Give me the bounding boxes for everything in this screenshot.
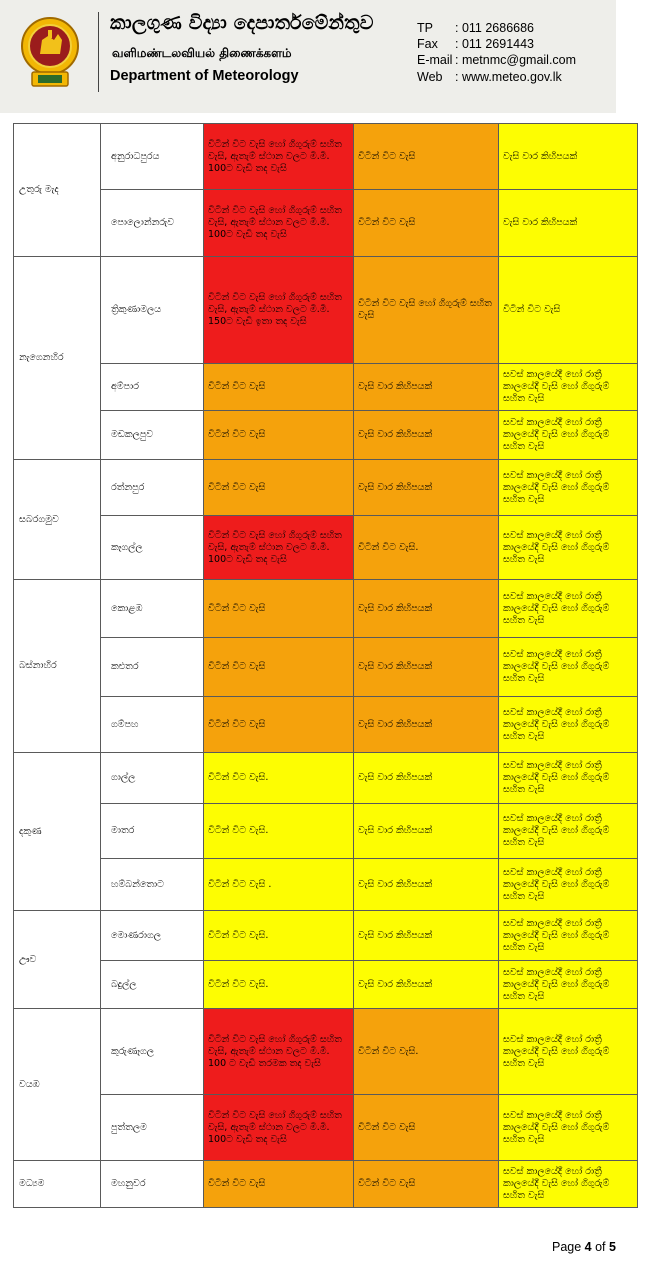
forecast-cell-day2: විටින් විට වැසි (354, 190, 499, 257)
department-title-english: Department of Meteorology (110, 68, 299, 84)
table-row (14, 516, 638, 580)
forecast-cell-day3: සවස් කාලයේදී හෝ රාත්‍රී කාලයේදී වැසි හෝ ගිගුරුම් සහිත වැසි (499, 460, 638, 516)
district-cell: අනුරාධපුරය (101, 124, 204, 190)
forecast-cell-day1: විටින් විට වැසි (204, 411, 354, 460)
forecast-cell-day1: විටින් විට වැසි හෝ ගිගුරුම් සහිත වැසි, ඇතැම් ස්ථාන වලට මි.මී. 150ට වැඩි ඉතා තද වැසි (204, 257, 354, 364)
province-cell: නැගෙනහිර (14, 257, 101, 460)
contact-fax (417, 36, 576, 52)
forecast-cell-day2: වැසි වාර කිහිපයක් (354, 961, 499, 1009)
forecast-cell-day2: විටින් විට වැසි (354, 1161, 499, 1208)
district-cell: ත්‍රිකුණාමලය (101, 257, 204, 364)
forecast-cell-day3: සවස් කාලයේදී හෝ රාත්‍රී කාලයේදී වැසි හෝ ගිගුරුම් සහිත වැසි (499, 411, 638, 460)
forecast-cell-day3: වැසි වාර කිහිපයක් (499, 124, 638, 190)
table-row (14, 911, 638, 961)
forecast-cell-day2: විටින් විට වැසි හෝ ගිගුරුම් සහිත වැසි (354, 257, 499, 364)
district-cell: කළුතර (101, 638, 204, 697)
district-cell: මාතර (101, 804, 204, 859)
contact-value: : 011 2686686 (455, 21, 535, 35)
forecast-cell-day2: විටින් විට වැසි. (354, 1009, 499, 1095)
forecast-cell-day1: විටින් විට වැසි (204, 638, 354, 697)
district-cell: මඩකලපුව (101, 411, 204, 460)
forecast-cell-day1: විටින් විට වැසි (204, 580, 354, 638)
page-mid: of (591, 1240, 609, 1254)
district-cell: ගාල්ල (101, 753, 204, 804)
contact-email (417, 52, 576, 68)
table-row (14, 460, 638, 516)
forecast-cell-day2: වැසි වාර කිහිපයක් (354, 638, 499, 697)
forecast-table (13, 123, 638, 1208)
district-cell: කොළඹ (101, 580, 204, 638)
forecast-cell-day2: වැසි වාර කිහිපයක් (354, 911, 499, 961)
district-cell: බදුල්ල (101, 961, 204, 1009)
letterhead (0, 0, 616, 113)
district-cell: මොණරාගල (101, 911, 204, 961)
department-title-tamil: வளிமண்டலவியல் திணைக்களம் (112, 46, 292, 60)
table-row (14, 638, 638, 697)
district-cell: කෑගල්ල (101, 516, 204, 580)
table-row (14, 580, 638, 638)
forecast-cell-day3: විටින් විට වැසි (499, 257, 638, 364)
table-row (14, 124, 638, 190)
forecast-cell-day3: සවස් කාලයේදී හෝ රාත්‍රී කාලයේදී වැසි හෝ ගිගුරුම් සහිත වැසි (499, 697, 638, 753)
forecast-cell-day2: විටින් විට වැසි (354, 1095, 499, 1161)
forecast-cell-day1: විටින් විට වැසි හෝ ගිගුරුම් සහිත වැසි, ඇතැම් ස්ථාන වලට මි.මී. 100ට වැඩි තද වැසි (204, 190, 354, 257)
forecast-cell-day2: වැසි වාර කිහිපයක් (354, 411, 499, 460)
forecast-cell-day3: සවස් කාලයේදී හෝ රාත්‍රී කාලයේදී වැසි හෝ ගිගුරුම් සහිත වැසි (499, 961, 638, 1009)
header-divider (98, 12, 99, 92)
forecast-cell-day2: වැසි වාර කිහිපයක් (354, 364, 499, 411)
forecast-cell-day2: වැසි වාර කිහිපයක් (354, 697, 499, 753)
table-row (14, 697, 638, 753)
table-row (14, 1009, 638, 1095)
page-current: 4 (584, 1240, 592, 1254)
table-row (14, 257, 638, 364)
district-cell: හම්බන්තොට (101, 859, 204, 911)
district-cell: රත්නපුර (101, 460, 204, 516)
forecast-cell-day2: විටින් විට වැසි. (354, 516, 499, 580)
province-cell: වයඹ (14, 1009, 101, 1161)
forecast-cell-day2: වැසි වාර කිහිපයක් (354, 753, 499, 804)
forecast-cell-day2: විටින් විට වැසි (354, 124, 499, 190)
table-row (14, 804, 638, 859)
forecast-cell-day2: වැසි වාර කිහිපයක් (354, 460, 499, 516)
province-cell: ඌව (14, 911, 101, 1009)
page-prefix: Page (552, 1240, 585, 1254)
province-cell: සබරගමුව (14, 460, 101, 580)
province-cell: උතුරු මැද (14, 124, 101, 257)
table-row (14, 753, 638, 804)
forecast-cell-day3: සවස් කාලයේදී හෝ රාත්‍රී කාලයේදී වැසි හෝ ගිගුරුම් සහිත වැසි (499, 1095, 638, 1161)
district-cell: පොලොන්නරුව (101, 190, 204, 257)
table-row (14, 1095, 638, 1161)
contact-label: Fax (417, 37, 438, 52)
table-row (14, 190, 638, 257)
forecast-cell-day1: විටින් විට වැසි (204, 364, 354, 411)
forecast-cell-day3: සවස් කාලයේදී හෝ රාත්‍රී කාලයේදී වැසි හෝ ගිගුරුම් සහිත වැසි (499, 516, 638, 580)
forecast-cell-day3: සවස් කාලයේදී හෝ රාත්‍රී කාලයේදී වැසි හෝ ගිගුරුම් සහිත වැසි (499, 804, 638, 859)
contact-label: Web (417, 69, 443, 84)
sri-lanka-emblem-logo (18, 10, 82, 92)
contact-label: E-mail (417, 53, 453, 68)
contact-block (417, 20, 576, 85)
forecast-cell-day3: සවස් කාලයේදී හෝ රාත්‍රී කාලයේදී වැසි හෝ ගිගුරුම් සහිත වැසි (499, 859, 638, 911)
district-cell: කුරුණෑගල (101, 1009, 204, 1095)
province-cell: බස්නාහිර (14, 580, 101, 753)
district-cell: පුත්තලම (101, 1095, 204, 1161)
district-cell: ගම්පහ (101, 697, 204, 753)
table-row (14, 411, 638, 460)
province-cell: මධ්‍යම (14, 1161, 101, 1208)
forecast-cell-day1: විටින් විට වැසි . (204, 859, 354, 911)
forecast-cell-day2: වැසි වාර කිහිපයක් (354, 580, 499, 638)
contact-web (417, 69, 576, 85)
forecast-cell-day1: විටින් විට වැසි. (204, 911, 354, 961)
contact-value: : metnmc@gmail.com (455, 53, 577, 68)
forecast-cell-day1: විටින් විට වැසි (204, 1161, 354, 1208)
contact-tp (417, 20, 576, 36)
forecast-cell-day1: විටින් විට වැසි (204, 697, 354, 753)
forecast-cell-day1: විටින් විට වැසි (204, 460, 354, 516)
contact-label: TP (417, 21, 433, 35)
forecast-cell-day3: සවස් කාලයේදී හෝ රාත්‍රී කාලයේදී වැසි හෝ ගිගුරුම් සහිත වැසි (499, 638, 638, 697)
table-row (14, 364, 638, 411)
forecast-cell-day2: වැසි වාර කිහිපයක් (354, 804, 499, 859)
district-cell: අම්පාර (101, 364, 204, 411)
forecast-cell-day1: විටින් විට වැසි හෝ ගිගුරුම් සහිත වැසි, ඇතැම් ස්ථාන වලට මි.මී. 100 ට වැඩි තරමක තද වැසි (204, 1009, 354, 1095)
forecast-cell-day3: සවස් කාලයේදී හෝ රාත්‍රී කාලයේදී වැසි හෝ ගිගුරුම් සහිත වැසි (499, 753, 638, 804)
forecast-cell-day3: සවස් කාලයේදී හෝ රාත්‍රී කාලයේදී වැසි හෝ ගිගුරුම් සහිත වැසි (499, 580, 638, 638)
table-row (14, 1161, 638, 1208)
contact-value: : www.meteo.gov.lk (455, 69, 562, 84)
forecast-cell-day1: විටින් විට වැසි. (204, 804, 354, 859)
page-number (552, 1240, 616, 1254)
province-cell: දකුණ (14, 753, 101, 911)
page-total: 5 (609, 1240, 616, 1254)
forecast-cell-day1: විටින් විට වැසි හෝ ගිගුරුම් සහිත වැසි, ඇතැම් ස්ථාන වලට මි.මී. 100ට වැඩි තද වැසි (204, 1095, 354, 1161)
forecast-cell-day2: වැසි වාර කිහිපයක් (354, 859, 499, 911)
forecast-cell-day3: සවස් කාලයේදී හෝ රාත්‍රී කාලයේදී වැසි හෝ ගිගුරුම් සහිත වැසි (499, 1161, 638, 1208)
district-cell: මහනුවර (101, 1161, 204, 1208)
forecast-cell-day1: විටින් විට වැසි හෝ ගිගුරුම් සහිත වැසි, ඇතැම් ස්ථාන වලට මි.මී. 100ට වැඩි තද වැසි (204, 516, 354, 580)
forecast-cell-day3: වැසි වාර කිහිපයක් (499, 190, 638, 257)
forecast-cell-day1: විටින් විට වැසි. (204, 753, 354, 804)
contact-value: : 011 2691443 (455, 37, 535, 52)
forecast-cell-day1: විටින් විට වැසි හෝ ගිගුරුම් සහිත වැසි, ඇතැම් ස්ථාන වලට මි.මී. 100ට වැඩි තද වැසි (204, 124, 354, 190)
table-row (14, 961, 638, 1009)
department-title-sinhala: කාලගුණ විද්‍යා දෙපාර්තමේන්තුව (110, 12, 374, 34)
table-row (14, 859, 638, 911)
forecast-cell-day1: විටින් විට වැසි. (204, 961, 354, 1009)
forecast-cell-day3: සවස් කාලයේදී හෝ රාත්‍රී කාලයේදී වැසි හෝ ගිගුරුම් සහිත වැසි (499, 1009, 638, 1095)
forecast-cell-day3: සවස් කාලයේදී හෝ රාත්‍රී කාලයේදී වැසි හෝ ගිගුරුම් සහිත වැසි (499, 911, 638, 961)
forecast-cell-day3: සවස් කාලයේදී හෝ රාත්‍රී කාලයේදී වැසි හෝ ගිගුරුම් සහිත වැසි (499, 364, 638, 411)
